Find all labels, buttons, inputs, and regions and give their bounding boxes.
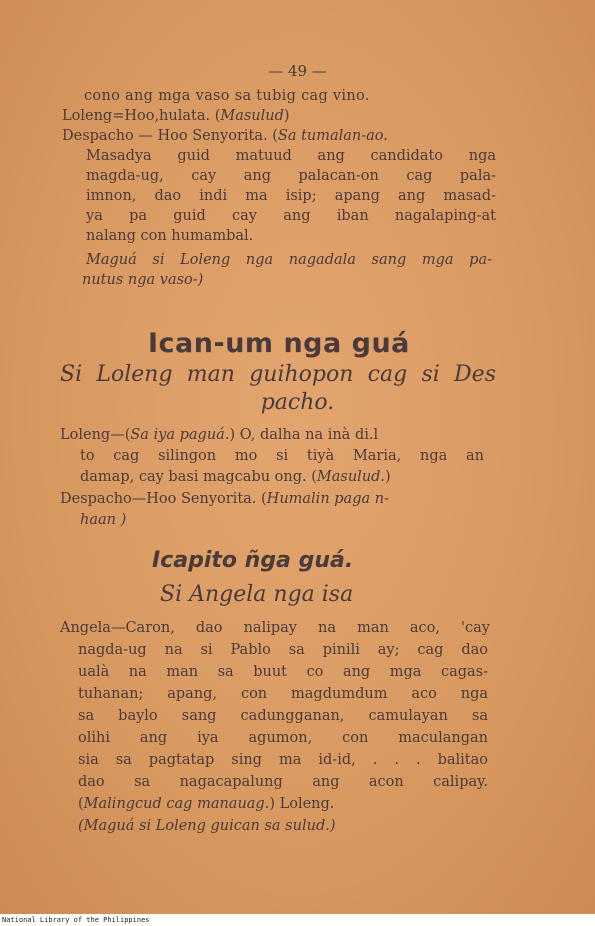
text-line: sia sa pagtatap sing ma id-id, . . . balitao — [78, 752, 488, 768]
text-line: olihi ang iya agumon, con maculangan — [78, 730, 488, 746]
text-line — [80, 467, 391, 487]
text-line: ya pa guid cay ang iban nagalaping-at — [86, 208, 496, 224]
text-run: Loleng—( — [60, 427, 131, 443]
stage-direction: haan ) — [80, 512, 127, 528]
text-line: sa baylo sang cadungganan, camulayan sa — [78, 708, 488, 724]
text-run: ) O, dalha na inà di.l — [229, 427, 379, 443]
stage-direction: (Maguá si Loleng guican sa sulud.) — [78, 818, 336, 834]
attribution-footer: National Library of the Philippines — [0, 914, 595, 926]
stage-direction: nutus nga vaso-) — [82, 272, 204, 288]
stage-direction: Masulud. — [316, 469, 386, 485]
text-line: Angela—Caron, dao nalipay na man aco, 'cay — [60, 620, 490, 636]
scene-subheading: pacho. — [260, 390, 335, 415]
text-run: ) — [385, 469, 391, 485]
text-line: cono ang mga vaso sa tubig cag vino. — [84, 88, 370, 104]
scene-heading: Icapito ñga guá. — [152, 548, 354, 573]
scene-subheading: Si Loleng man guihopon cag si Des — [60, 362, 496, 387]
text-run: Loleng=Hoo,hulata. ( — [62, 108, 221, 124]
text-line: dao sa nagacapalung ang acon calipay. — [78, 774, 488, 790]
stage-direction: Sa iya paguá. — [130, 427, 230, 443]
stage-direction: Masulud — [220, 108, 284, 124]
text-line — [60, 425, 378, 445]
stage-direction: Humalin paga n- — [266, 491, 389, 507]
stage-direction: Malingcud cag manauag. — [83, 796, 270, 812]
scene-subheading: Si Angela nga isa — [160, 582, 354, 607]
text-line: nalang con humambal. — [86, 228, 254, 244]
text-run: ) Loleng. — [269, 796, 335, 812]
stage-direction: Sa tumalan-ao. — [277, 128, 388, 144]
scene-heading: Ican-um nga guá — [148, 328, 410, 359]
text-run: ) — [283, 108, 290, 124]
text-line: nagda-ug na si Pablo sa pinili ay; cag dao — [78, 642, 488, 658]
text-run: damap, cay basi magcabu ong. ( — [80, 469, 317, 485]
text-line: to cag silingon mo si tiyà Maria, nga an — [80, 448, 484, 464]
text-line — [78, 794, 334, 814]
text-line — [60, 489, 389, 509]
text-line: ualà na man sa buut co ang mga cagas- — [78, 664, 488, 680]
text-line: tuhanan; apang, con magdumdum aco nga — [78, 686, 488, 702]
text-run: Despacho—Hoo Senyorita. ( — [60, 491, 267, 507]
text-run: Despacho — Hoo Senyorita. ( — [62, 128, 278, 144]
text-line: Masadya guid matuud ang candidato nga — [86, 148, 496, 164]
page-number: — 49 — — [268, 62, 327, 80]
text-line: imnon, dao indi ma isip; apang ang masad- — [86, 188, 496, 204]
text-line — [62, 106, 290, 126]
stage-direction: Maguá si Loleng nga nagadala sang mga pa- — [86, 252, 492, 268]
text-line: magda-ug, cay ang palacan-on cag pala- — [86, 168, 496, 184]
text-run: ( — [78, 796, 84, 812]
text-line — [62, 126, 388, 146]
